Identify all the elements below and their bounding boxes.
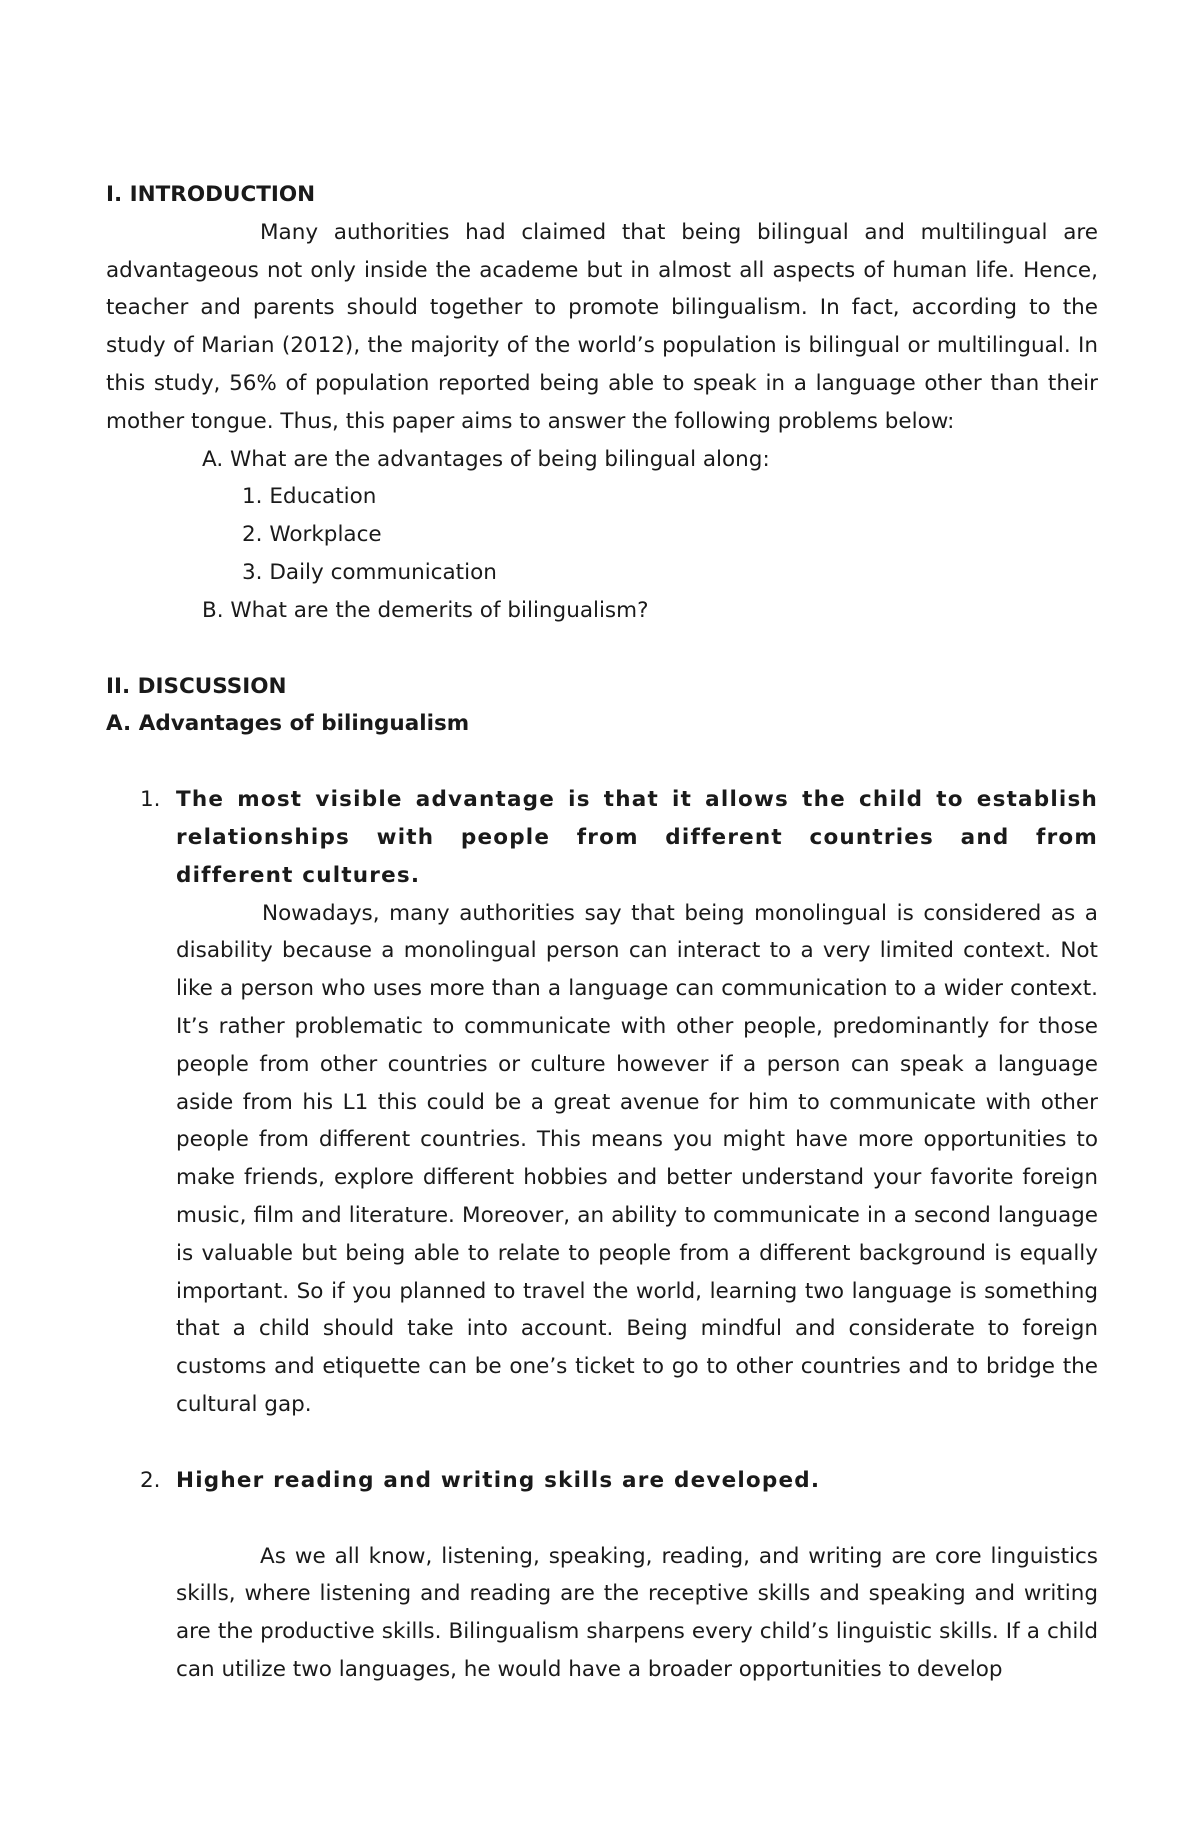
advantage-paragraph: Nowadays, many authorities say that being monolingual is considered as a disability because a monolingual person can interact to a very limited context. Not like a person who uses more than a language can communication to a wider context. It’s rather problematic to communicate with other people, predominantly for those people from other countries or culture however if a person can speak a language aside from his L1 this could be a great avenue for him to communicate with other people from different countries. This means you might have more opportunities to make friends, explore different hobbies and better understand your favorite foreign music, film and literature. Moreover, an ability to communicate in a second language is valuable but being able to relate to people from a different background is equally important. So if you planned to travel the world, learning two language is something that a child should take into account. Being mindful and considerate to foreign customs and etiquette can be one’s ticket to go to other countries and to bridge the cultural gap. (176, 900, 1098, 1417)
advantage-body-1 (106, 895, 1098, 1424)
subitem-daily-communication: 3. Daily communication (242, 559, 497, 585)
subitem-education: 1. Education (242, 484, 377, 510)
spacer (106, 1424, 1098, 1462)
item-number: 1. (140, 787, 161, 813)
advantage-paragraph: As we all know, listening, speaking, reading, and writing are core linguistics skills, where listening and reading are the receptive skills and speaking and writing are the productive skills. Bilingualism sharpens every child’s linguistic skills. If a child can utilize two languages, he would have a broader opportunities to develop (176, 1543, 1098, 1682)
spacer (106, 1500, 1098, 1538)
intro-paragraph: Many authorities had claimed that being bilingual and multilingual are advantageous not only inside the academe but in almost all aspects of human life. Hence, teacher and parents should together to promote bilingualism. In fact, according to the study of Marian (2012), the majority of the world’s population is bilingual or multilingual. In this study, 56% of population reported being able to speak in a language other than their mother tongue. Thus, this paper aims to answer the following problems below: (106, 219, 1098, 434)
advantage-item-1 (106, 781, 1098, 894)
spacer (106, 743, 1098, 781)
problem-list (106, 441, 1098, 630)
advantage-item-2 (106, 1462, 1098, 1500)
spacer (106, 630, 1098, 668)
intro-heading: I. INTRODUCTION (106, 182, 316, 207)
item-number: 2. (140, 1467, 161, 1493)
question-a: A. What are the advantages of being bilingual along: (202, 446, 770, 472)
advantage-title: Higher reading and writing skills are developed. (176, 1467, 821, 1493)
question-b: B. What are the demerits of bilingualism? (202, 597, 649, 623)
discussion-heading: II. DISCUSSION (106, 673, 287, 699)
advantage-title: The most visible advantage is that it allows the child to establish relationships with people from different countries and from different cultures. (176, 787, 1098, 888)
discussion-subheading: A. Advantages of bilingualism (106, 711, 470, 737)
subitem-workplace: 2. Workplace (242, 522, 382, 548)
advantage-body-2 (106, 1538, 1098, 1689)
